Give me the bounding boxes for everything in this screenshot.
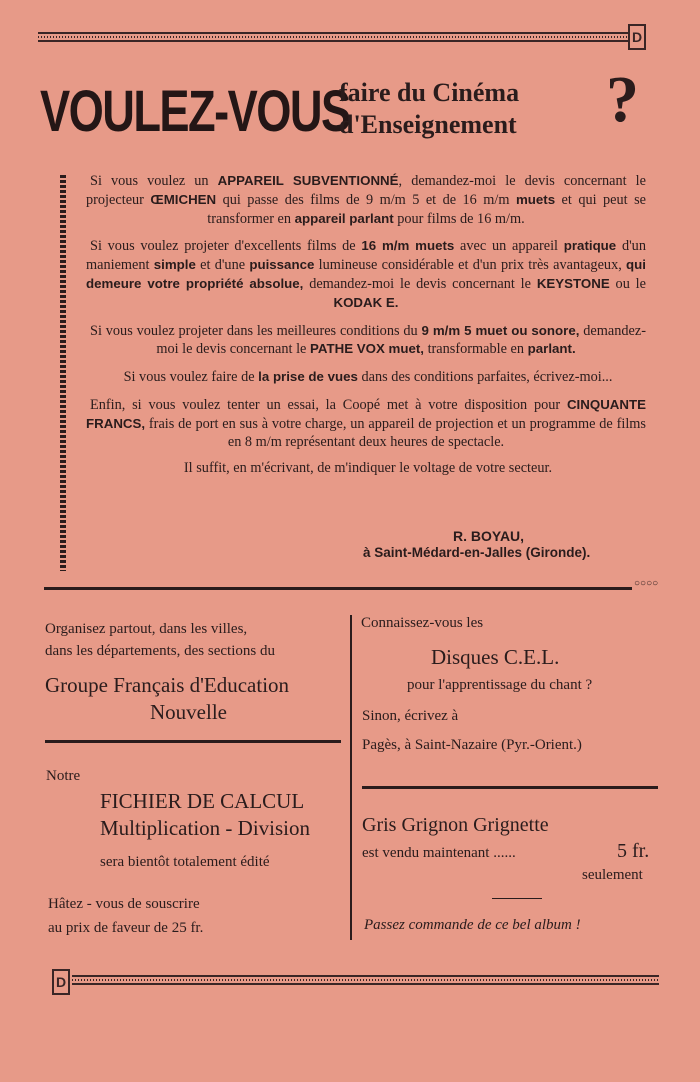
section-divider-dots: ○○○○ [634,578,659,589]
cel-line2: pour l'apprentissage du chant ? [407,677,593,693]
gris-short-rule [492,898,542,899]
gris-title: Gris Grignon Grignette [362,814,549,836]
left-divider [45,740,341,743]
signature-place: à Saint-Médard-en-Jalles (Gironde). [363,545,591,560]
headline-line1: faire du Cinéma [339,78,520,107]
cel-line1: Connaissez-vous les [361,615,484,631]
bottom-ornament-bar [72,975,659,985]
intro-text [86,172,646,487]
cel-title: Disques C.E.L. [431,645,560,669]
gfen-line2: dans les départements, des sections du [45,643,275,659]
fichier-title2: Multiplication - Division [100,816,310,840]
paragraph-9mm: Si vous voulez projeter dans les meilleures conditions du 9 m/m 5 muet ou sonore, demandez-moi le devis concernant le PATHE VOX muet, transformable en parlant. [90,322,646,358]
gfen-line1: Organisez partout, dans les villes, [45,621,248,637]
headline [40,63,680,160]
section-divider [44,587,632,590]
headline-main: VOULEZ-VOUS [40,79,350,144]
paragraph-16mm: Si vous voulez projeter d'excellents films de 16 m/m muets avec un appareil pratique d'un maniement simple et d'une puissance lumineuse considérable et d'un prix très avantageux, qui demeure votre propriété absolue, demandez-moi le devis concernant le KEYSTONE ou le KODAK E. [86,238,646,310]
right-divider [362,786,658,789]
gris-line1: est vendu maintenant ...... [362,845,516,861]
fichier-line1: sera bientôt totalement édité [100,854,270,870]
paragraph-voltage: Il suffit, en m'écrivant, de m'indiquer le voltage de votre secteur. [183,460,553,477]
cel-line4: Pagès, à Saint-Nazaire (Pyr.-Orient.) [362,737,582,753]
signature-name: R. BOYAU, [453,528,525,544]
gris-line3: Passez commande de ce bel album ! [364,917,581,933]
headline-line2: d'Enseignement [339,110,517,139]
paragraph-subsidized: Si vous voulez un APPAREIL SUBVENTIONNÉ, demandez-moi le devis concernant le projecteur ŒMICHEN qui passe des films de 9 m/m 5 et de 16 m/m muets et qui peut se transformer en appareil parlant pour films de 16 m/m. [86,173,646,227]
paragraph-shooting: Si vous voulez faire de la prise de vues dans des conditions parfaites, écrivez-moi... [123,369,613,386]
bottom-ornament-monogram: D [52,969,70,995]
headline-question-mark: ? [606,63,639,136]
fichier-label: Notre [46,768,81,784]
paragraph-trial: Enfin, si vous voulez tenter un essai, la Coopé met à votre disposition pour CINQUANTE FRANCS, frais de port en sus à votre charge, un appareil de projection et un programme de films en 8 m/m représentant deux heures de spectacle. [86,396,646,450]
gris-line2: seulement [582,867,643,883]
cel-line3: Sinon, écrivez à [362,708,459,724]
gfen-title2: Nouvelle [150,700,227,724]
fichier-line3: au prix de faveur de 25 fr. [48,920,204,936]
gfen-title1: Groupe Français d'Education [45,673,290,697]
fichier-line2: Hâtez - vous de souscrire [48,896,200,912]
top-ornament-monogram: D [628,24,646,50]
dotted-vertical-rule [60,175,66,571]
column-divider [350,615,352,940]
fichier-title1: FICHIER DE CALCUL [100,789,305,813]
top-ornament-bar [38,32,628,42]
gris-price: 5 fr. [617,840,650,862]
